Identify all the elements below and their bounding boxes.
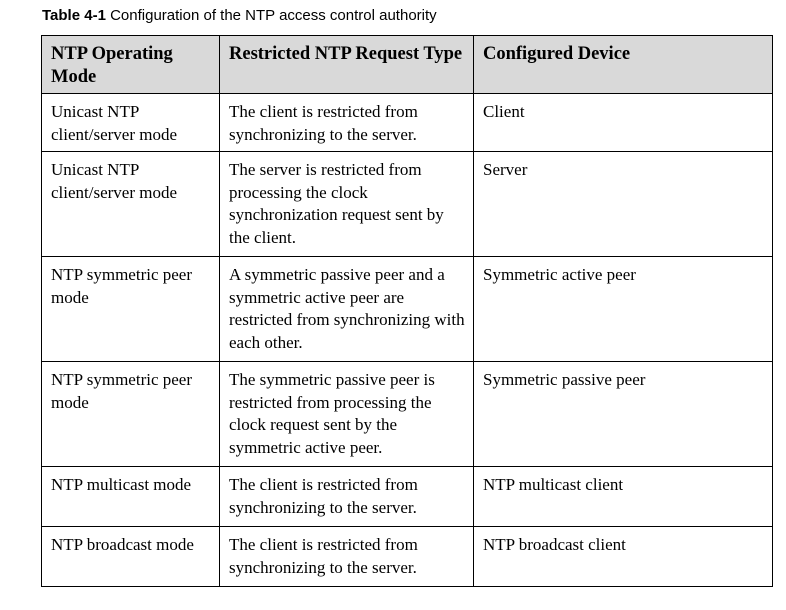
table-number: Table 4-1 bbox=[42, 7, 106, 24]
table-row bbox=[42, 152, 773, 257]
cell-operating-mode: Unicast NTP client/server mode bbox=[42, 94, 220, 152]
cell-restricted-request-type: The client is restricted from synchronizing to the server. bbox=[220, 94, 474, 152]
table-row bbox=[42, 527, 773, 587]
cell-operating-mode: NTP multicast mode bbox=[42, 467, 220, 527]
header-restricted-request-type: Restricted NTP Request Type bbox=[220, 36, 474, 94]
cell-restricted-request-type: A symmetric passive peer and a symmetric active peer are restricted from synchronizing with each other. bbox=[220, 257, 474, 362]
cell-configured-device: Symmetric passive peer bbox=[474, 362, 773, 467]
table-row bbox=[42, 467, 773, 527]
header-configured-device: Configured Device bbox=[474, 36, 773, 94]
cell-configured-device: Server bbox=[474, 152, 773, 257]
cell-restricted-request-type: The symmetric passive peer is restricted from processing the clock request sent by the symmetric active peer. bbox=[220, 362, 474, 467]
cell-restricted-request-type: The server is restricted from processing the clock synchronization request sent by the client. bbox=[220, 152, 474, 257]
table-row bbox=[42, 257, 773, 362]
header-operating-mode: NTP Operating Mode bbox=[42, 36, 220, 94]
cell-operating-mode: Unicast NTP client/server mode bbox=[42, 152, 220, 257]
cell-restricted-request-type: The client is restricted from synchronizing to the server. bbox=[220, 467, 474, 527]
cell-operating-mode: NTP symmetric peer mode bbox=[42, 362, 220, 467]
cell-configured-device: NTP multicast client bbox=[474, 467, 773, 527]
cell-configured-device: Symmetric active peer bbox=[474, 257, 773, 362]
table-caption bbox=[42, 6, 437, 26]
cell-configured-device: NTP broadcast client bbox=[474, 527, 773, 587]
cell-operating-mode: NTP broadcast mode bbox=[42, 527, 220, 587]
table-row bbox=[42, 362, 773, 467]
table-title: Configuration of the NTP access control authority bbox=[110, 7, 437, 24]
ntp-access-control-table bbox=[41, 35, 773, 587]
cell-configured-device: Client bbox=[474, 94, 773, 152]
table-row bbox=[42, 94, 773, 152]
cell-operating-mode: NTP symmetric peer mode bbox=[42, 257, 220, 362]
header-row bbox=[42, 36, 773, 94]
cell-restricted-request-type: The client is restricted from synchronizing to the server. bbox=[220, 527, 474, 587]
